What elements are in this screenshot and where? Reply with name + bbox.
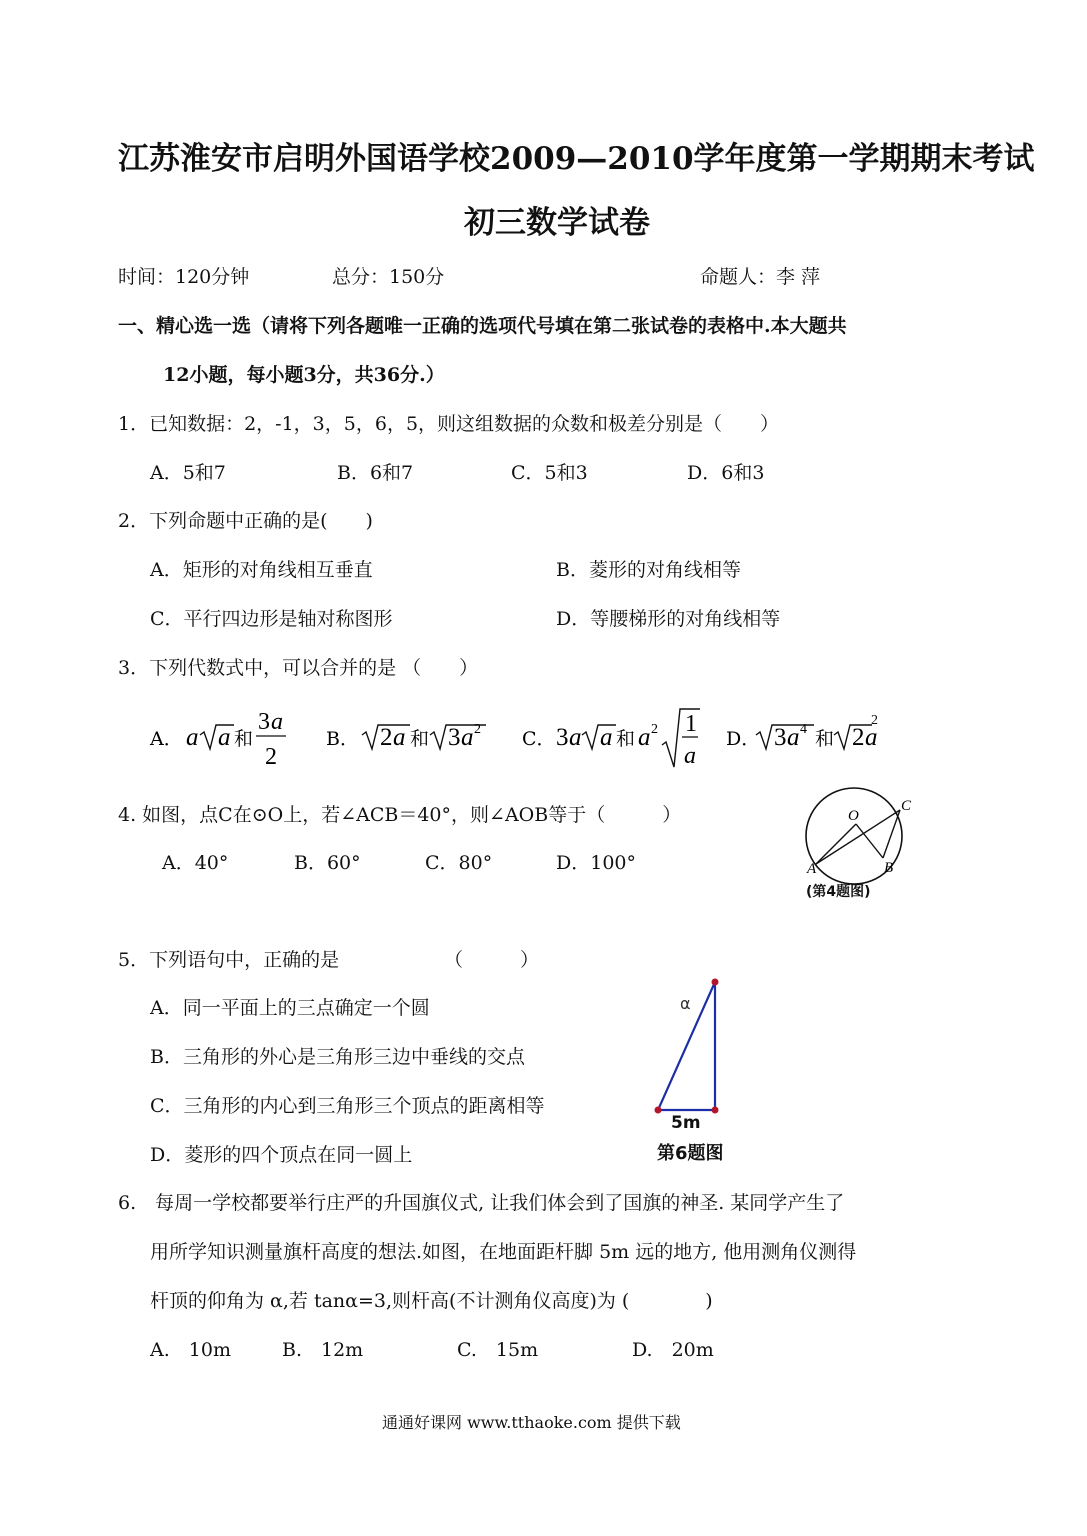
q1-option-d: D．6和3 [687,462,765,484]
svg-text:a: a [638,724,651,751]
q3-option-d [726,722,878,751]
svg-text:a: a [186,724,199,751]
q6-option-a: A. 10m [150,1339,231,1361]
q2-option-a: A．矩形的对角线相互垂直 [150,559,373,581]
q5-option-d: D．菱形的四个顶点在同一圆上 [150,1144,413,1166]
exam-subtitle: 初三数学试卷 [464,205,650,241]
q6-option-c: C. 15m [457,1339,539,1361]
exam-title: 江苏淮安市启明外国语学校2009—2010学年度第一学期期末考试 [118,141,1035,177]
exam-author: 命题人：李 萍 [700,266,821,288]
svg-text:a: a [461,724,474,751]
q4-option-a: A．40° [162,852,229,874]
q3-option-d-exponent: 2 [871,713,878,728]
svg-text:a: a [218,724,231,751]
svg-text:3: 3 [258,709,270,735]
circle-diagram [798,788,928,888]
svg-text:3: 3 [774,724,787,751]
q2-stem: 2．下列命题中正确的是( ) [118,510,373,532]
vertex-right [712,1107,719,1114]
svg-text:a: a [684,743,696,769]
svg-text:2: 2 [265,744,277,770]
svg-text:2: 2 [474,722,481,737]
svg-text:和: 和 [616,728,636,750]
q6-stem-line3: 杆顶的仰角为 α,若 tanα=3,则杆高(不计测角仪高度)为 ( ) [150,1290,713,1312]
section1-heading: 一、精心选一选（请将下列各题唯一正确的选项代号填在第二张试卷的表格中.本大题共 [118,315,847,337]
svg-text:a: a [569,724,582,751]
q1-stem: 1．已知数据：2，-1，3，5，6，5，则这组数据的众数和极差分别是（ ） [118,413,780,435]
page-footer: 通通好课网 www.tthaoke.com 提供下载 [382,1413,681,1432]
exam-time: 时间：120分钟 [118,266,250,288]
q5-option-a: A．同一平面上的三点确定一个圆 [150,997,430,1019]
q6-option-d: D. 20m [632,1339,714,1361]
exam-total: 总分：150分 [332,266,445,288]
figure-6-alpha: α [680,994,691,1013]
svg-text:A．: A． [150,728,183,750]
q3-stem: 3．下列代数式中，可以合并的是 （ ） [118,657,479,679]
segment-ao [816,824,856,864]
figure-6-caption: 第6题图 [657,1143,724,1164]
svg-text:B．: B． [326,728,359,750]
svg-text:C．: C． [522,728,556,750]
q3-option-a [149,709,286,770]
q3-formulas [150,705,878,775]
figure-4 [798,788,928,888]
q6-stem-line2: 用所学知识测量旗杆高度的想法.如图，在地面距杆脚 5m 远的地方, 他用测角仪测得 [150,1241,857,1263]
q3-options [150,705,878,775]
svg-text:2: 2 [852,724,865,751]
q5-option-b: B．三角形的外心是三角形三边中垂线的交点 [150,1046,525,1068]
svg-text:a: a [393,724,406,751]
section1-heading-cont: 12小题，每小题3分，共36分.） [163,364,445,386]
vertex-left [655,1107,662,1114]
svg-text:和: 和 [410,728,430,750]
q1-option-a: A．5和7 [150,462,226,484]
figure-4-caption: (第4题图) [806,884,871,900]
svg-text:2: 2 [380,724,393,751]
svg-text:O: O [848,808,859,824]
svg-text:3: 3 [448,724,461,751]
segment-cb [883,810,900,858]
svg-text:D．: D． [726,728,761,750]
q6-stem-line1: 6. 每周一学校都要举行庄严的升国旗仪式, 让我们体会到了国旗的神圣. 某同学产生了 [118,1192,845,1214]
svg-text:1: 1 [685,711,697,737]
q4-option-c: C．80° [425,852,493,874]
svg-text:和: 和 [234,728,254,750]
q5-paren: （ ） [444,949,540,971]
svg-text:a: a [600,724,613,751]
q1-option-c: C．5和3 [511,462,588,484]
q2-option-d: D．等腰梯形的对角线相等 [556,608,781,630]
figure-6-base-label: 5m [671,1113,701,1133]
q1-option-b: B．6和7 [337,462,414,484]
q5-stem: 5．下列语句中，正确的是 [118,949,340,971]
svg-text:B: B [884,860,894,876]
q3-option-b [326,722,486,751]
q2-option-c: C．平行四边形是轴对称图形 [150,608,393,630]
svg-text:a: a [865,724,878,751]
q4-option-b: B．60° [294,852,361,874]
q2-option-b: B．菱形的对角线相等 [556,559,741,581]
svg-text:4: 4 [800,722,807,737]
q4-stem: 4. 如图，点C在⊙O上，若∠ACB＝40°，则∠AOB等于（ ） [118,804,682,826]
q6-option-b: B. 12m [282,1339,364,1361]
q5-option-c: C．三角形的内心到三角形三个顶点的距离相等 [150,1095,545,1117]
svg-text:A: A [807,861,817,877]
svg-text:和: 和 [815,728,835,750]
q4-option-d: D．100° [556,852,636,874]
svg-text:a: a [271,709,283,735]
svg-text:2: 2 [651,722,658,737]
q3-option-c [522,709,700,769]
vertex-top [712,979,719,986]
svg-text:3: 3 [556,724,569,751]
svg-text:C: C [901,798,912,814]
svg-text:a: a [787,724,800,751]
